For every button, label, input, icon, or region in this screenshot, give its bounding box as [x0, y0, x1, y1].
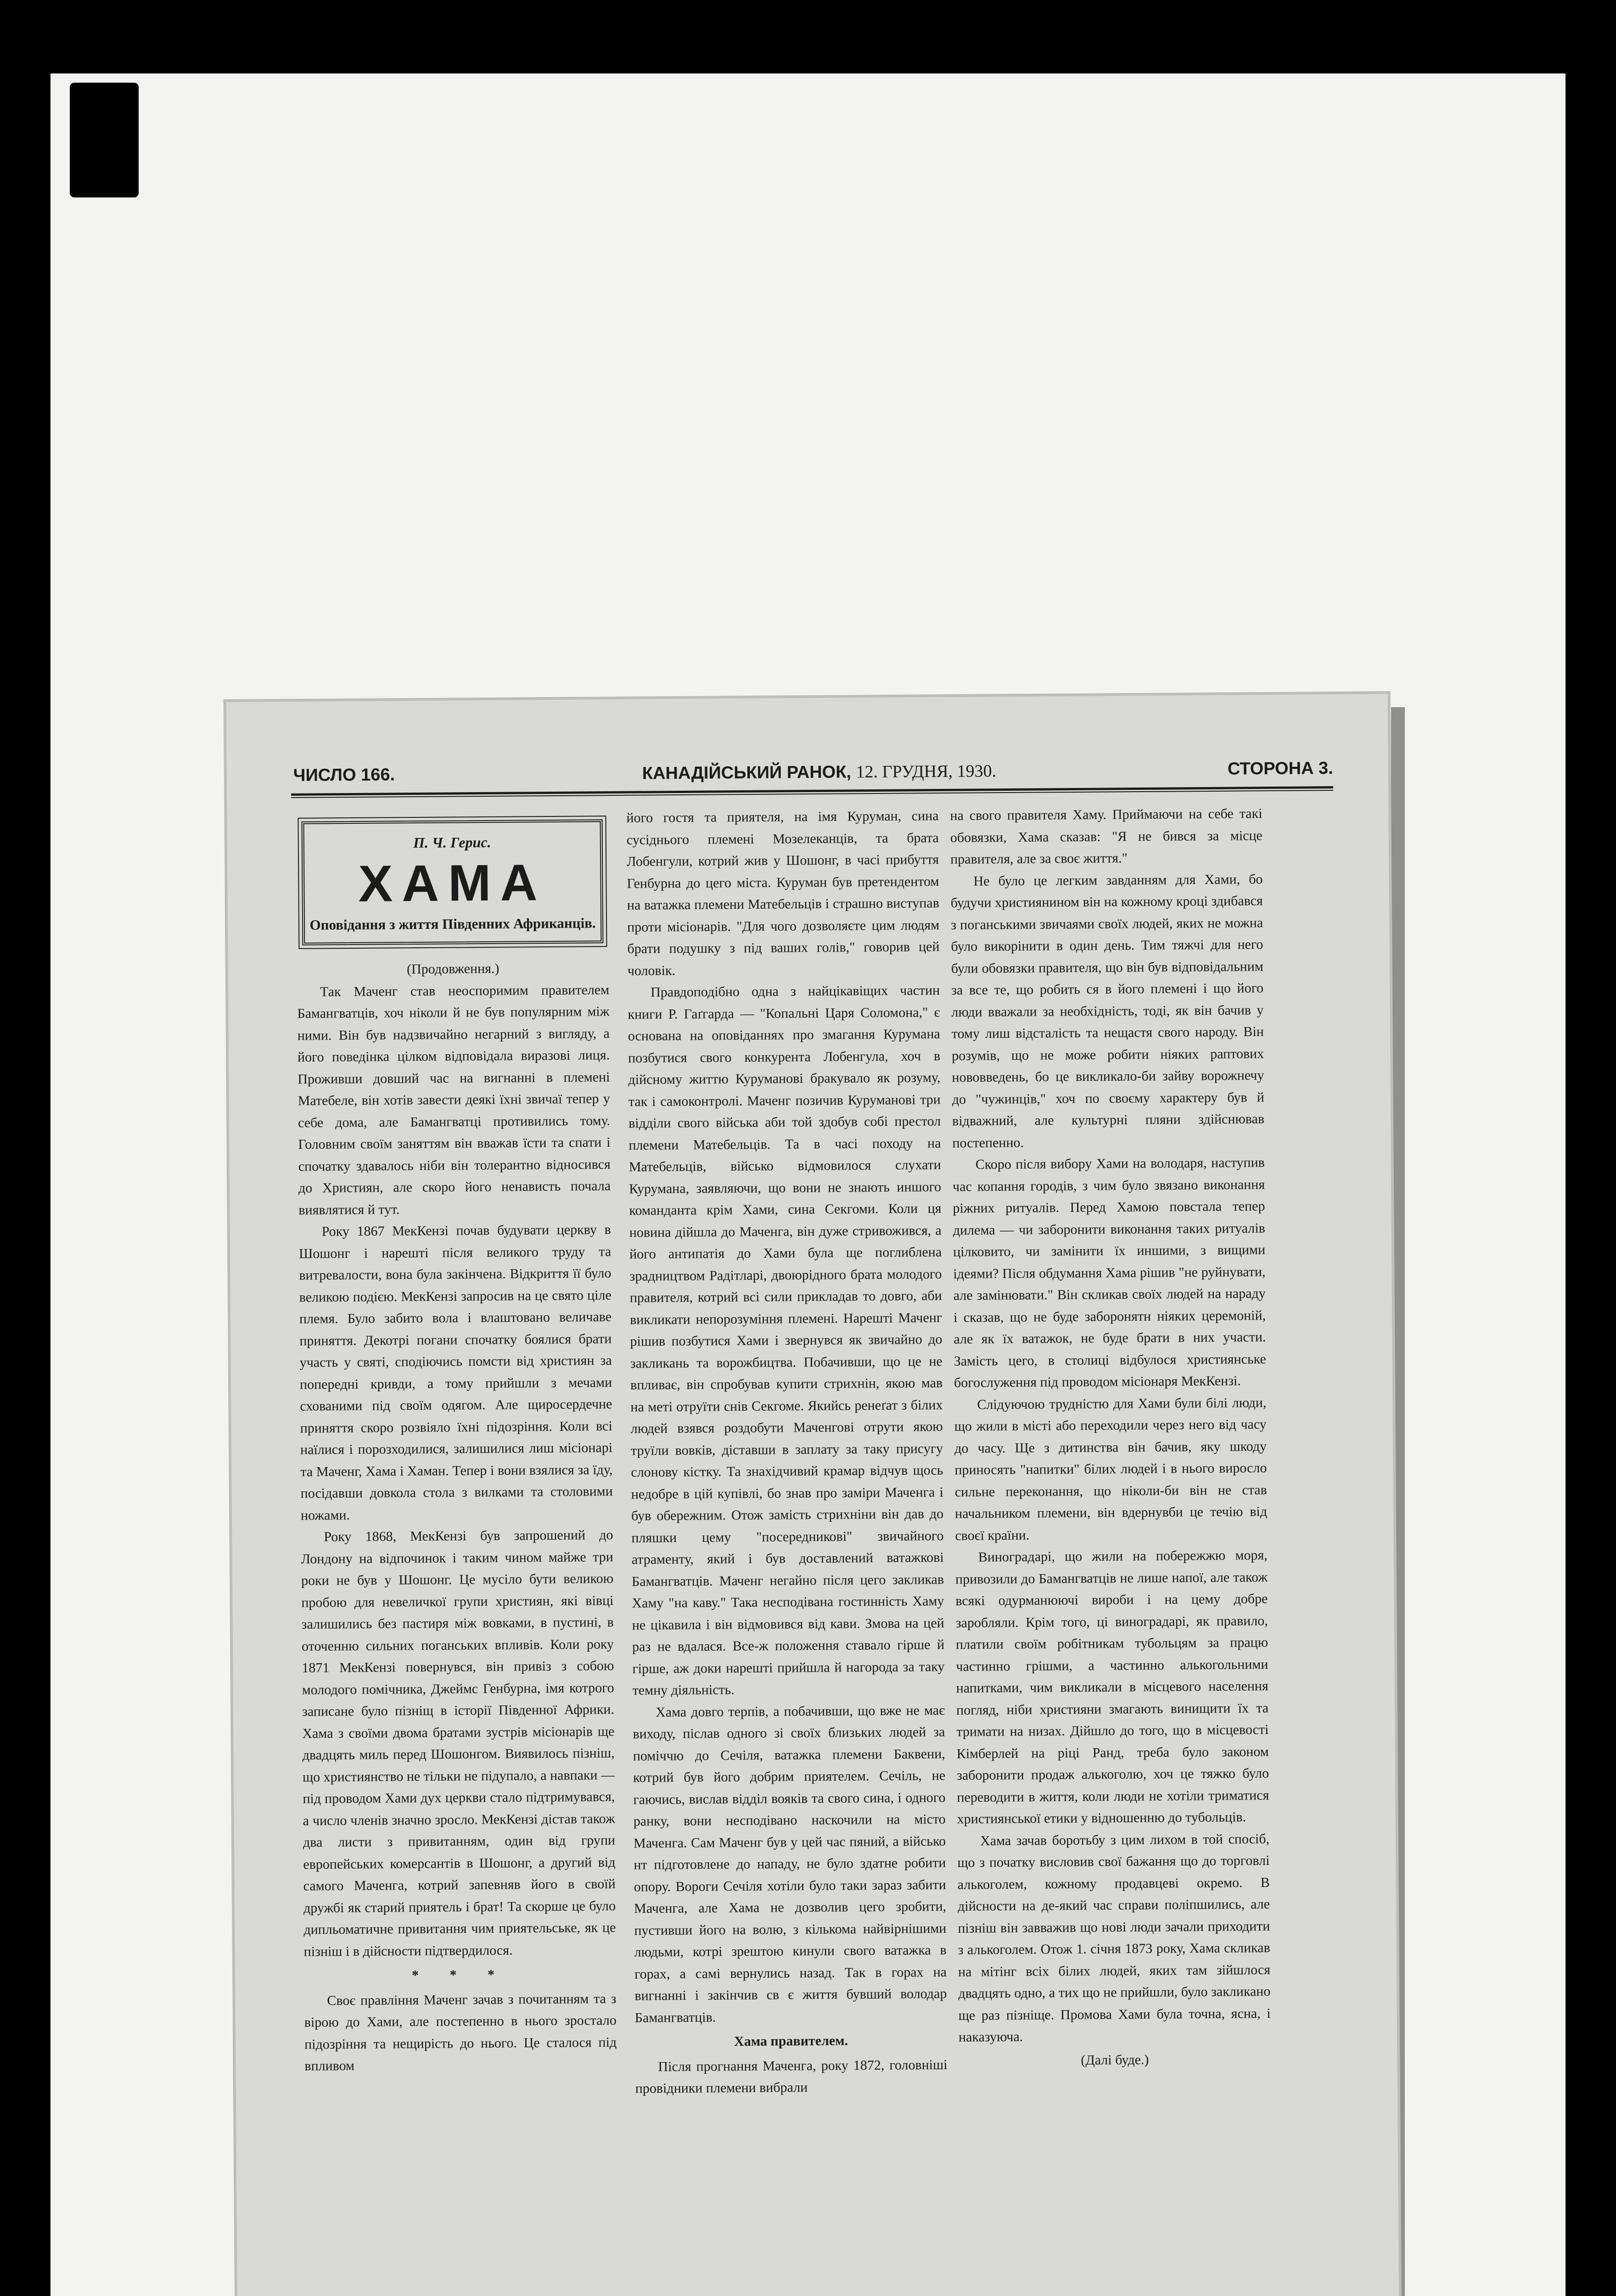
article-subtitle: Оповідання з життя Південних Африканців. [309, 915, 596, 933]
column-2 [626, 805, 948, 2099]
paragraph: Виноградарі, що жили на побережжю моря, привозили до Бамангватців не лише напої, але також всякі одурманюючі вироби і на цему добре заробляли. Крім того, ці виноградарі, як правило, платили своїм робітникам тубольцям за працю частинно грішми, а частинно алькогольними напитками, чим викликали в місцевого населення погляд, ніби християни змагають винищити їх та тримати на низах. Дійшло до того, що в місцевості Кімберлей на ріці Ранд, треба було законом заборонити продаж алькоголю, хоч це тяжко було переводити в життя, коли люди не хотіли триматися християнської етики у відношенню до тубольців. [955, 1548, 1269, 1827]
paragraph: Скоро після вибору Хами на володаря, наступив час копання городів, з чим було звязано виконання ріжних ритуалів. Перед Хамою повстала тепер дилема — чи заборонити виконання таких ритуалів цілковито, чи замінити їх иншими, з вищими ідеями? Після обдумання Хама рішив "не руйнувати, але замінювати." Він скликав своїх людей на нараду і сказав, що не буде заборонятн ніяких церемоній, але як їх ватажок, не буде брати в них участи. Замість цего, в столиці відбулося християнське богослуження під проводом місіонаря МекКензі. [952, 1155, 1266, 1390]
paragraph: Року 1868, МекКензі був запрошений до Лондону на відпочинок і таким чином майже три роки не був у Шошонг. Це мусіло бути великою пробою для невеличкої групи християн, які вівці залишились без пастиря між вовками, в пустині, в оточенню сильних поганських впливів. Коли року 1871 МекКензі повернувся, він привіз з собою молодого помічника, Джеймс Генбурна, імя котрого записане було пізніщ в історії Південної Африки. Хама з своїми двома братами зустрів місіонарів ще двадцять миль перед Шошонгом. Виявилось пізніш, що християнство не тільки не підупало, а навпаки — під проводом Хами дух церкви стало підтримувався, а число членів значно зросло. МекКензі дістав також два листи з привитанням, один від групи европейських комерсантів в Шошонг, а другий від самого Маченга, котрий запевняв його в своїй дружбі як старий приятель і брат! Та скорше це було дипльоматичне привитання чим приятельське, як це пізніш і в дійсности підтвердилося. [301, 1527, 616, 1959]
issue-number: ЧИСЛО 166. [293, 765, 395, 785]
paragraph: Року 1867 МекКензі почав будувати церкву в Шошонг і нарешті після великого труду та витревалости, вона була закінчена. Відкриття її було великою подією. МекКензі запросив на це свято ціле племя. Було забито вола і влаштовано величаве приняття. Декотрі погани спочатку боялися брати участь у святі, сподіючись помсти від християн за попередні кривди, а тому прийшли з мечами схованими під своїм одягом. Але щиросердечне приняття скоро розвіяло їхні підозріння. Коли всі наїлися і порозходилися, залишилися лиш місіонарі та Маченг, Хама і Хаман. Тепер і вони взялися за їду, посідавши довкола стола з вилками та столовими ножами. [298, 1222, 613, 1523]
masthead-date: 12. ГРУДНЯ, 1930. [856, 761, 997, 782]
paragraph: на свого правителя Хаму. Приймаючи на себе такі обовязки, Хама сказав: "Я не бився за місце правителя, але за своє життя." [950, 806, 1262, 867]
paragraph: Хама зачав боротьбу з цим лихом в той спосіб, що з початку висловив свої бажання що до торговлі алькоголем, кожному продавцеві окремо. В дійсности на де-який час справи поліпшились, але пізніш він завважив що нові люди зачали приходити з алькоголем. Отож 1. січня 1873 року, Хама скликав на мітінг всіх білих людей, яких там зійшлося двадцять одно, а тих що не прийшли, було закликано ще раз пізніще. Промова Хами була точна, ясна, і наказуюча. [957, 1831, 1271, 2045]
paragraph: Після прогнання Маченга, року 1872, головніші провідники племени вибрали [635, 2057, 948, 2096]
paragraph: Правдоподібно одна з найцікавіщих частин книги Р. Гаґгарда — "Копальні Царя Соломона," є основана на оповіданнях про змагання Курумана позбутися свого конкурента Лобенгула, хоч в дійсному життю Курумановi бракувало як розуму, так і самоконтролі. Маченг позичив Курумановi три відділи свого війська аби той здобув собі престол племени Матебельців. Та в часі походу на Матебельців, військо відмовилося слухати Курумана, заявляючи, що вони не знають иншого команданта крім Хами, сина Секгоми. Коли ця новина дійшла до Маченга, він дуже стривожився, а його антипатія до Хами була ще поглиблена зрадництвом Радітларі, двоюрідного брата молодого правителя, котрий всі сили прикладав то довго, аби викликати непорозуміння племені. Нарешті Маченг рішив позбутися Хами і звернувся як звичайно до закликань та ворожбицтва. Побачивши, що це не впливає, він спробував купити стрихнін, якою мав на меті отруїти снів Секгоме. Якийсь ренеґат з білих людей взявся роздобути Маченгові отрути якою труїли вовків, діставши в заплату за таку присугу слонову кістку. Та знахідчивий крамар відчув щось недобре в цій купівлі, бо знав про заміри Маченга і був обережним. Отож замість стрихніни він дав до пляшки цему "посередникові" звичайного атраменту, який і був доставлений ватажкові Бамангватців. Маченг негайно після цего закликав Хаму "на каву." Така несподівана гостинність Хаму не цікавила і він відмовився від кави. Змова на цей раз не вдалася. Все-ж положення ставало гірше й гірше, аж доки нарешті прийшла й нагорода за таку темну діяльність. [628, 983, 945, 1698]
paragraph: Слідуючою трудністю для Хами були білі люди, що жили в місті або переходили через него від часу до часу. Ще з дитинства він бачив, яку шкоду приносять "напитки" білих людей і в нього виросло сильне переконання, що ніколи-би він не став начальником племени, він вдернувби це течію від своєї країни. [954, 1395, 1268, 1543]
paragraph: Своє правління Маченг зачав з почитанням та з вірою до Хами, але постепенно в нього зростало підозріння та нещирість до нього. Це сталося під впливом [304, 1991, 617, 2074]
section-separator-stars: * * * [411, 1967, 509, 1983]
column-3 [950, 803, 1271, 2072]
page-header [293, 759, 1333, 792]
paragraph: Не було це легким завданням для Хами, бо будучи християнином він на кожному кроці здибався з поганськими звичаями своїх людей, яких не можна було викорінити в один день. Тим тяжчі для него були обовязки правителя, що він був відповідальним за все те, що робить ся в його племені і що його люди вважали за необхідність, тоді, як він бачив у тому лиш відсталість та нещастя свого народу. Він розумів, що не може робити ніяких раптових нововведень, бо це викликало-би зайву ворожнечу до "чужинців," хоч по своєму характеру був й відважний, але культурні пляни здійснював постепенно. [950, 871, 1265, 1151]
masthead [642, 761, 996, 783]
page-number: СТОРОНА 3. [1227, 759, 1333, 779]
column-1 [296, 807, 617, 2077]
article-author: П. Ч. Герис. [413, 833, 491, 851]
newspaper-page [226, 694, 1399, 2296]
to-be-continued-note: (Далі буде.) [1081, 2052, 1149, 2068]
paragraph: його гостя та приятеля, на імя Куруман, сина сусіднього племені Мозелеканців, та брата Лобенгули, котрий жив у Шошонг, в часі прибуття Генбурна до цего міста. Куруман був претендентом на ватажка племени Матебельців і страшно виступав проти місіонарів. "Для чого дозволяєте цим людям брати подушку з під ваших голів," говорив цей чоловік. [626, 808, 940, 979]
article-title: ХАМА [358, 854, 547, 912]
article-title-box [302, 819, 604, 945]
masthead-title: КАНАДІЙСЬКИЙ РАНОК, [642, 762, 852, 783]
film-sprocket-hole [70, 83, 139, 197]
paragraph: Хама довго терпів, а побачивши, що вже не має виходу, післав одного зі своїх близьких людей за поміччю до Сечіля, ватажка племени Баквени, котрий був його добрим приятелем. Сечіль, не гаючись, вислав відділ вояків та свого сина, і одного ранку, вони несподівано наскочили на місто Маченга. Сам Маченг був у цей час пяний, а військо нт підготовлене до нападу, не було здатне робити опору. Вороги Сечіля хотіли було таки зараз забити Маченга, але Хама не дозволив цего зробити, пустивши його на волю, з кількома найвірнішими людьми, котрі зрештою кинули свого ватажка в горах, а самі вернулись назад. Так в горах на вигнанні і закінчив св є життя бувший володар Бамангватців. [633, 1702, 947, 2026]
section-heading: Хама правителем. [734, 2033, 848, 2049]
paragraph: Так Маченг став неоспоримим правителем Бамангватців, хоч ніколи й не був популярним між ними. Він був надзвичайно негарний з вигляду, а його поведінка цілком відповідала виразові лиця. Проживши довший час на вигнанні в племені Матебеле, він хотів завести деякі їхні звичаї тепер у себе дома, але Бамангватці противились тому. Головним своїм заняттям він вважав їсти та спати і спочатку здавалось ніби він толерантно відносився до Християн, але скоро його ненависть почала виявлятися й тут. [297, 982, 611, 1218]
continued-note: (Продовження.) [406, 961, 499, 977]
